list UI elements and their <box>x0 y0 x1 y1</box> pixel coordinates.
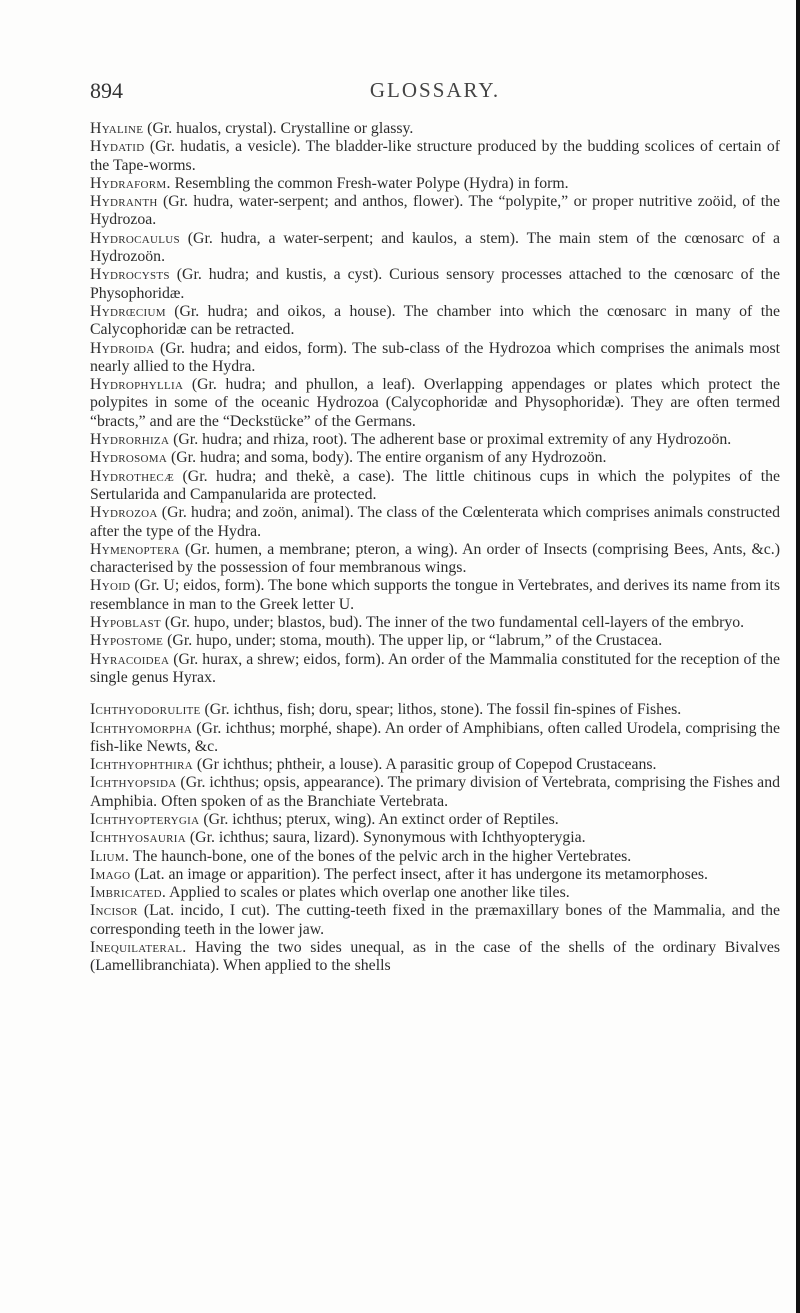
entry-definition: (Lat. an image or apparition). The perfect insect, after it has undergone its metamorphoses. <box>130 865 708 883</box>
glossary-entry <box>90 431 780 449</box>
glossary-entry <box>90 884 780 902</box>
entry-term: Hydrocaulus <box>90 229 180 247</box>
entry-term: Hypostome <box>90 632 164 650</box>
entry-definition: (Gr. hualos, crystal). Crystalline or glassy. <box>143 120 414 137</box>
entry-definition: Applied to scales or plates which overlap one another like tiles. <box>166 884 570 902</box>
section-gap <box>90 687 780 701</box>
glossary-entry <box>90 632 780 650</box>
entry-definition: Having the two sides unequal, as in the case of the shells of the ordinary Bivalves (Lamellibranchiata). When applied to the shells <box>90 939 780 975</box>
entry-term: Hydrœcium <box>90 302 166 320</box>
running-head: GLOSSARY. <box>369 78 501 102</box>
entry-definition: (Gr. ichthus; morphé, shape). An order of Amphibians, often called Urodela, comprising the fish-like Newts, &c. <box>90 719 780 755</box>
glossary-entry <box>90 756 780 774</box>
entry-definition: (Gr. hudra, water-serpent; and anthos, flower). The “polypite,” or proper nutritive zoöid, of the Hydrozoa. <box>90 193 780 229</box>
entry-definition: (Gr. U; eidos, form). The bone which supports the tongue in Vertebrates, and derives its name from its resemblance in man to the Greek letter U. <box>90 577 780 613</box>
glossary-entry <box>90 829 780 847</box>
entry-term: Hydraform. <box>90 174 171 192</box>
entry-term: Hydroida <box>90 339 155 357</box>
entry-definition: (Gr. hudra; and thekè, a case). The little chitinous cups in which the polypites of the Sertularida and Campanularida are protected. <box>90 467 780 503</box>
entry-definition: (Lat. incido, I cut). The cutting-teeth fixed in the præmaxillary bones of the Mammalia, and the corresponding teeth in the lower jaw. <box>90 902 780 938</box>
entry-definition: (Gr. hudra; and rhiza, root). The adherent base or proximal extremity of any Hydrozoön. <box>169 431 732 449</box>
entry-definition: (Gr. hudra; and phullon, a leaf). Overlapping appendages or plates which protect the polypites in some of the oceanic Hydrozoa (Calycophoridæ and Physophoridæ). They are often termed “bracts,” and are the “Deckstücke” of the Germans. <box>90 376 780 430</box>
entry-definition: (Gr. hudra; and zoön, animal). The class of the Cœlenterata which comprises animals constructed after the type of the Hydra. <box>90 504 780 540</box>
glossary-entry <box>90 340 780 377</box>
glossary-entry <box>90 138 780 175</box>
glossary-entry <box>90 866 780 884</box>
entry-definition: (Gr. hupo, under; blastos, bud). The inner of the two fundamental cell-layers of the embryo. <box>160 614 745 632</box>
entry-term: Hyoid <box>90 577 131 595</box>
entry-definition: (Gr. hupo, under; stoma, mouth). The upper lip, or “labrum,” of the Crustacea. <box>163 632 663 650</box>
entry-term: Imbricated. <box>90 884 167 902</box>
glossary-group <box>90 701 780 975</box>
entry-term: Incisor <box>90 902 138 920</box>
entry-definition: The haunch-bone, one of the bones of the pelvic arch in the higher Vertebrates. <box>129 847 632 865</box>
glossary-entry <box>90 175 780 193</box>
glossary-entry <box>90 811 780 829</box>
glossary-entry <box>90 701 780 719</box>
glossary-entry <box>90 303 780 340</box>
glossary-entry <box>90 541 780 578</box>
entry-term: Ichthyomorpha <box>90 719 193 737</box>
entry-definition: (Gr. ichthus; opsis, appearance). The primary division of Vertebrata, comprising the Fishes and Amphibia. Often spoken of as the Branchiate Vertebrata. <box>90 774 780 810</box>
entry-definition: (Gr ichthus; phtheir, a louse). A parasitic group of Copepod Crustaceans. <box>192 756 657 774</box>
glossary-entry <box>90 120 780 138</box>
entry-term: Hydrosoma <box>90 449 168 467</box>
entry-term: Ichthyopterygia <box>90 810 200 828</box>
glossary-entry <box>90 939 780 976</box>
glossary-entry <box>90 774 780 811</box>
entry-term: Hydrozoa <box>90 504 158 522</box>
glossary-entry <box>90 848 780 866</box>
entry-definition: (Gr. hudra; and soma, body). The entire organism of any Hydrozoön. <box>167 449 607 467</box>
entry-definition: (Gr. hurax, a shrew; eidos, form). An order of the Mammalia constituted for the reception of the single genus Hyrax. <box>90 650 780 686</box>
entry-definition: (Gr. ichthus; saura, lizard). Synonymous with Ichthyopterygia. <box>185 829 586 847</box>
entry-term: Hyaline <box>90 120 144 137</box>
entry-term: Hyracoidea <box>90 650 170 668</box>
glossary-entry <box>90 651 780 688</box>
glossary-entry <box>90 193 780 230</box>
entry-term: Ilium. <box>90 847 130 865</box>
glossary-entry <box>90 468 780 505</box>
glossary-entry <box>90 720 780 757</box>
entry-definition: (Gr. hudra; and kustis, a cyst). Curious sensory processes attached to the cœnosarc of the Physophoridæ. <box>90 266 780 302</box>
entry-definition: (Gr. hudatis, a vesicle). The bladder-like structure produced by the budding scolices of certain of the Tape-worms. <box>90 138 780 174</box>
entry-term: Ichthyopsida <box>90 774 177 792</box>
entry-term: Ichthyosauria <box>90 829 186 847</box>
glossary-group <box>90 120 780 687</box>
entry-term: Hydrothecæ <box>90 467 175 485</box>
glossary-entry <box>90 902 780 939</box>
entry-term: Hydranth <box>90 193 158 211</box>
entry-term: Hydrophyllia <box>90 376 184 394</box>
glossary-entry <box>90 577 780 614</box>
glossary-entry <box>90 449 780 467</box>
entry-definition: (Gr. humen, a membrane; pteron, a wing). An order of Insects (comprising Bees, Ants, &c.) characterised by the possession of four membranous wings. <box>90 540 780 577</box>
glossary-entry <box>90 614 780 632</box>
entry-definition: (Gr. ichthus; pterux, wing). An extinct order of Reptiles. <box>199 810 559 828</box>
glossary-entry <box>90 230 780 267</box>
glossary-entry <box>90 266 780 303</box>
entry-term: Inequilateral. <box>90 939 187 957</box>
entry-term: Hydrocysts <box>90 266 170 284</box>
glossary-entry <box>90 376 780 431</box>
page-number: 894 <box>90 78 123 103</box>
entry-term: Hypoblast <box>90 614 161 632</box>
entry-term: Imago <box>90 865 131 883</box>
glossary-entries <box>90 120 780 976</box>
entry-term: Ichthyodorulite <box>90 701 201 719</box>
entry-term: Ichthyophthira <box>90 756 193 774</box>
entry-definition: (Gr. hudra; and oikos, a house). The chamber into which the cœnosarc in many of the Calycophoridæ can be retracted. <box>90 302 780 339</box>
glossary-entry <box>90 504 780 541</box>
page-header <box>90 78 780 108</box>
page-edge-shadow <box>796 0 800 1313</box>
entry-definition: (Gr. ichthus, fish; doru, spear; lithos, stone). The fossil fin-spines of Fishes. <box>200 701 682 719</box>
entry-definition: Resembling the common Fresh-water Polype (Hydra) in form. <box>170 174 569 192</box>
entry-definition: (Gr. hudra; and eidos, form). The sub-class of the Hydrozoa which comprises the animals most nearly allied to the Hydra. <box>90 339 780 375</box>
entry-term: Hydatid <box>90 138 145 156</box>
entry-term: Hymenoptera <box>90 540 180 558</box>
entry-term: Hydrorhiza <box>90 431 170 449</box>
entry-definition: (Gr. hudra, a water-serpent; and kaulos, a stem). The main stem of the cœnosarc of a Hydrozoön. <box>90 229 780 266</box>
